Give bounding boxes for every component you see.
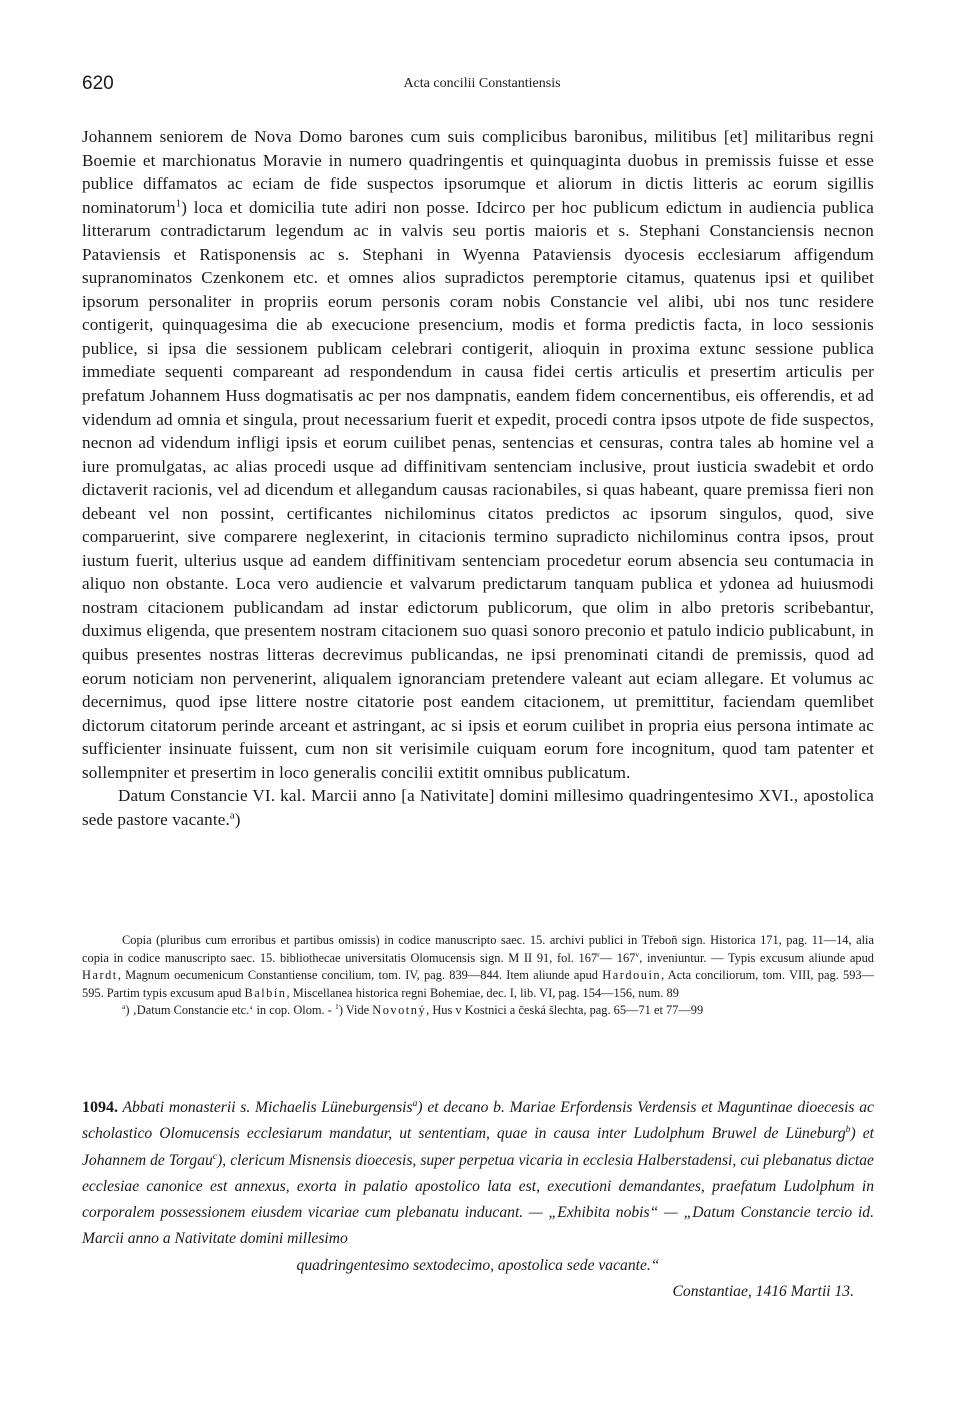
footnote-text: ) Vide bbox=[338, 1003, 373, 1018]
footnote-marker: a bbox=[122, 1002, 126, 1012]
note-text: , Magnum oecumenicum Constantiense concilium, tom. IV, pag. 839—844. Item aliunde apud bbox=[117, 968, 603, 983]
author-name: Novotný bbox=[372, 1003, 427, 1018]
document-entry bbox=[82, 1095, 874, 1305]
paragraph-text: ) bbox=[234, 809, 241, 829]
dating-clause bbox=[82, 784, 874, 831]
footnote-marker: b bbox=[845, 1124, 851, 1136]
paragraph-text: ) loca et domicilia tute adiri non posse. Idcirco per hoc publicum edictum in audiencia publica litterarum contradictarum legendum ac in valvis seu portis maioris et s. Stephani Constanciensis necnon Pataviensis et Ratisponensis ac s. Stephani in Wyenna Pataviensis dyocesis ecclesiarum affigendum supranominatos Czenkonem etc. et omnes alios supradictos peremptorie citamus, quatenus ipsi et quilibet ipsorum personaliter in propriis eorum personis coram nobis Constancie vel alibi, ubi nos tunc residere contigerit, quinquagesima die ab execucione presencium, modis et forma predictis facta, in loco sessionis publice, si ipsa die sessionem publicam celebrari contigerit, alioquin in proxima extunc sessione publica immediate sequenti compareant ad respondendum in causa fidei certis articulis et presertim articulis per prefatum Johannem Huss dogmatisatis ac per nos dampnatis, eandem fidem concernentibus, eis offerendis, et ad videndum ad omnia et singula, prout necessarium fuerit et expedit, procedi contra ipsos utpote de fide suspectos, necnon ad videndum infligi ipsis et eorum cuilibet penas, sentencias et censuras, contra tales ab homine vel a iure promulgatas, ac alias procedi usque ad diffinitivam sentenciam inclusive, prout iusticia swadebit et ordo dictaverit racionis, vel ad dicendum et allegandum causas racionabiles, si quas habeant, quare premissa fieri non debeant vel non possint, certificantes nichilominus citatos predictos ac ipsorum singulos, quod, sive comparuerint, sive comparere neglexerint, in citacionis termino supradicto nichilominus contra ipsos, prout iustum fuerit, ulterius usque ad eandem diffinitivam sentenciam procedetur eorum absencia seu contumacia in aliquo non obstante. Loca vero audiencie et valvarum predictarum tanquam publica et ydonea ad huiusmodi nostram citacionem publicandam ad instar edictorum publicorum, que olim in albo pretoris scribebantur, duximus eligenda, que presentem nostram citacionem suo quasi sonoro preconio et patulo indicio publicabunt, in quibus presentes nostras litteras decrevimus publicandas, ne ipsi prenominati citandi de premissis, quod ad eorum noticiam non pervenerint, aliqualem ignoranciam pretendere valeant aut eciam allegare. Et volumus ac decernimus, quod ipse littere nostre citatorie post eandem citacionem, ut premittitur, faciendam quemlibet dictorum citatorum perinde arceant et astringant, ac si ipsis et eorum cuilibet in propria eius persona intimate ac sufficienter insinuate fuissent, cum non sit verisimile cuiquam eorum fore incognitum, quod tam patenter et sollempniter et presertim in loco generalis concilii extitit omnibus publicatum. bbox=[82, 197, 874, 782]
footnote-marker: a bbox=[412, 1097, 418, 1109]
author-name: Hardouin bbox=[602, 968, 662, 983]
entry-number: 1094. bbox=[82, 1099, 118, 1116]
body-paragraph bbox=[82, 125, 874, 784]
footnote-marker: a bbox=[229, 810, 235, 822]
paragraph-text: Johannem seniorem de Nova Domo barones cum suis complicibus baronibus, militibus [et] militaribus regni Boemie et marchionatus Moravie in numero quadringentis et quinquaginta duobus in premissis fuisse et esse publice diffamatos ac eciam de fide suspectos ipsorumque et aliorum in dictis litteris ac eorum sigillis nominatorum bbox=[82, 127, 874, 217]
folio-recto-marker: r bbox=[597, 949, 600, 959]
regest-text: ) et decano b. Mariae Erfordensis Verdensis et Maguntinae dioecesis ac scholastico Olomucensis ecclesiarum mandatur, ut sententiam, quae in causa inter Ludolphum Bruwel de Lüneburg bbox=[82, 1099, 874, 1143]
paragraph-text: Datum Constancie VI. kal. Marcii anno [a Nativitate] domini millesimo quadringentesimo XVI., apostolica sede pastore vacante. bbox=[82, 786, 874, 829]
note-text: , Miscellanea historica regni Bohemiae, dec. I, lib. VI, pag. 154—156, num. 89 bbox=[286, 985, 679, 1000]
author-name: Hardt bbox=[82, 968, 118, 983]
note-text: , Acta conciliorum, tom. VIII, pag. 593—595. Partim typis excusum apud bbox=[82, 968, 875, 1000]
place-date: Constantiae, 1416 Martii 13. bbox=[672, 1283, 854, 1301]
footnote-marker: 1 bbox=[334, 1002, 339, 1012]
regest-text: ) et Johannem de Torgau bbox=[82, 1125, 874, 1169]
regest-text: Abbati monasterii s. Michaelis Lüneburgensis bbox=[118, 1099, 413, 1116]
textual-notes bbox=[82, 932, 874, 1020]
note-text: , inveniuntur. — Typis excusum aliunde apud bbox=[639, 950, 874, 965]
footnote-text: , Hus v Kostnici a česká šlechta, pag. 65—71 et 77—99 bbox=[426, 1003, 704, 1018]
main-text bbox=[82, 125, 874, 831]
regest-last-line: quadringentesimo sextodecimo, apostolica sede vacante.“ bbox=[296, 1256, 660, 1274]
page-number: 620 bbox=[82, 73, 114, 94]
footnote-line bbox=[82, 1002, 874, 1020]
folio-verso-marker: v bbox=[635, 949, 640, 959]
footnote-marker: c bbox=[212, 1150, 218, 1162]
running-title: Acta concilii Constantiensis bbox=[403, 76, 561, 91]
regest-text: ), clericum Misnensis dioecesis, super perpetua vicaria in ecclesia Halberstadensi, cui plebanatus dictae ecclesiae canonice est annexus, exorta in palatio apostolico lata est, executioni demandantes, praefatum Ludolphum in corporalem possessionem eiusdem vicariae cum plebanatu inducant. — „Exhibita nobis“ — „Datum Constancie tercio id. Marcii anno a Nativitate domini millesimo bbox=[82, 1151, 874, 1248]
footnote-text: ) ‚Datum Constancie etc.‘ in cop. Olom. - bbox=[125, 1003, 335, 1018]
note-text: Copia (pluribus cum erroribus et partibus omissis) in codice manuscripto saec. 15. archivi publici in Třeboň sign. Historica 171, pag. 11—14, alia copia in codice manuscripto saec. 15. bibliothecae universitatis Olomucensis sign. M II 91, fol. 167 bbox=[82, 933, 874, 965]
manuscript-note bbox=[82, 932, 874, 1002]
footnote-marker: 1 bbox=[175, 197, 182, 209]
entry-regest bbox=[82, 1095, 874, 1253]
author-name: Balbín bbox=[244, 985, 287, 1000]
note-text: — 167 bbox=[599, 950, 636, 965]
page-header bbox=[82, 73, 882, 97]
